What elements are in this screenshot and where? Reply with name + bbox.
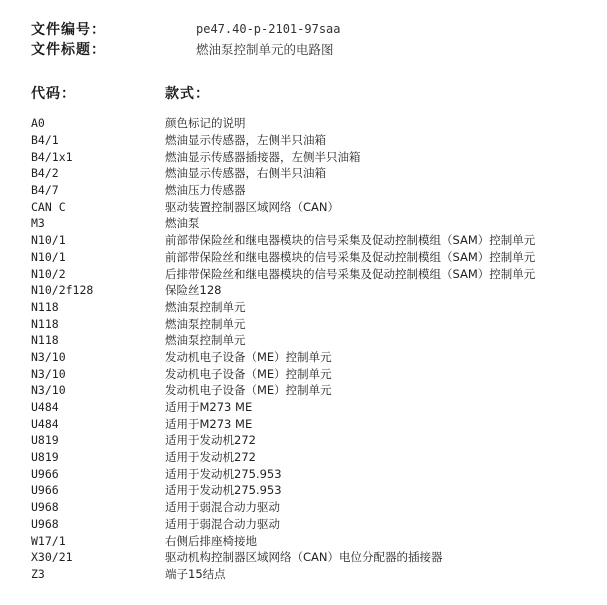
component-code: B4/1x1 xyxy=(31,149,73,164)
list-item xyxy=(31,449,601,466)
component-description: 适用于M273 ME xyxy=(165,416,253,431)
list-item xyxy=(31,232,601,249)
component-code: B4/2 xyxy=(31,166,59,181)
component-code: M3 xyxy=(31,216,45,231)
list-item xyxy=(31,415,601,432)
doc-number-value: pe47.40-p-2101-97saa xyxy=(196,22,341,36)
list-item xyxy=(31,516,601,533)
component-description: 适用于发动机272 xyxy=(165,433,256,448)
list-item xyxy=(31,132,601,149)
list-item xyxy=(31,432,601,449)
component-description: 适用于发动机272 xyxy=(165,450,256,465)
doc-title-label: 文件标题： xyxy=(31,42,106,58)
component-description: 发动机电子设备（ME）控制单元 xyxy=(165,366,332,381)
column-headers xyxy=(31,84,210,102)
component-code: N10/2 xyxy=(31,266,66,281)
component-list xyxy=(31,115,601,582)
component-code: U966 xyxy=(31,466,59,481)
component-description: 燃油泵控制单元 xyxy=(165,316,246,331)
component-description: 端子15结点 xyxy=(165,566,226,581)
list-item xyxy=(31,465,601,482)
component-code: N10/1 xyxy=(31,249,66,264)
list-item xyxy=(31,382,601,399)
list-item xyxy=(31,399,601,416)
list-item xyxy=(31,532,601,549)
doc-title-row xyxy=(31,40,334,58)
doc-number-row xyxy=(31,20,341,38)
list-item xyxy=(31,365,601,382)
doc-title-value: 燃油泵控制单元的电路图 xyxy=(196,42,334,57)
component-code: U484 xyxy=(31,400,59,415)
component-description: 发动机电子设备（ME）控制单元 xyxy=(165,349,332,364)
style-header: 款式： xyxy=(165,86,210,102)
list-item xyxy=(31,165,601,182)
doc-number-label: 文件编号： xyxy=(31,22,106,38)
component-description: 燃油显示传感器插接器，左侧半只油箱 xyxy=(165,149,361,164)
component-description: 适用于M273 ME xyxy=(165,400,253,415)
component-code: N10/1 xyxy=(31,233,66,248)
list-item xyxy=(31,482,601,499)
component-description: 驱动装置控制器区域网络（CAN） xyxy=(165,199,339,214)
list-item xyxy=(31,265,601,282)
list-item xyxy=(31,499,601,516)
component-description: 适用于发动机275.953 xyxy=(165,483,282,498)
component-description: 燃油泵 xyxy=(165,216,200,231)
component-description: 右侧后排座椅接地 xyxy=(165,533,257,548)
component-description: 驱动机构控制器区域网络（CAN）电位分配器的插接器 xyxy=(165,550,443,565)
component-code: N118 xyxy=(31,333,59,348)
list-item xyxy=(31,549,601,566)
component-description: 燃油显示传感器，左侧半只油箱 xyxy=(165,133,326,148)
component-code: B4/7 xyxy=(31,183,59,198)
component-description: 适用于发动机275.953 xyxy=(165,466,282,481)
component-description: 适用于弱混合动力驱动 xyxy=(165,500,280,515)
list-item xyxy=(31,249,601,266)
component-code: U819 xyxy=(31,450,59,465)
component-code: N3/10 xyxy=(31,383,66,398)
list-item xyxy=(31,332,601,349)
component-description: 颜色标记的说明 xyxy=(165,116,246,131)
list-item xyxy=(31,566,601,583)
component-description: 前部带保险丝和继电器模块的信号采集及促动控制模组（SAM）控制单元 xyxy=(165,249,536,264)
component-description: 燃油压力传感器 xyxy=(165,183,246,198)
list-item xyxy=(31,148,601,165)
component-code: U968 xyxy=(31,516,59,531)
list-item xyxy=(31,182,601,199)
component-code: U484 xyxy=(31,416,59,431)
component-code: N3/10 xyxy=(31,349,66,364)
component-description: 保险丝128 xyxy=(165,283,222,298)
component-code: Z3 xyxy=(31,566,45,581)
component-description: 燃油显示传感器，右侧半只油箱 xyxy=(165,166,326,181)
list-item xyxy=(31,299,601,316)
component-description: 燃油泵控制单元 xyxy=(165,299,246,314)
component-description: 燃油泵控制单元 xyxy=(165,333,246,348)
list-item xyxy=(31,282,601,299)
component-description: 适用于弱混合动力驱动 xyxy=(165,516,280,531)
component-code: N10/2f128 xyxy=(31,283,94,298)
list-item xyxy=(31,349,601,366)
list-item xyxy=(31,198,601,215)
list-item xyxy=(31,115,601,132)
component-code: U968 xyxy=(31,500,59,515)
component-code: U819 xyxy=(31,433,59,448)
list-item xyxy=(31,315,601,332)
component-code: CAN C xyxy=(31,199,66,214)
component-code: N3/10 xyxy=(31,366,66,381)
component-description: 发动机电子设备（ME）控制单元 xyxy=(165,383,332,398)
component-code: B4/1 xyxy=(31,133,59,148)
component-code: N118 xyxy=(31,316,59,331)
component-code: A0 xyxy=(31,116,45,131)
list-item xyxy=(31,215,601,232)
component-description: 后排带保险丝和继电器模块的信号采集及促动控制模组（SAM）控制单元 xyxy=(165,266,536,281)
component-code: U966 xyxy=(31,483,59,498)
component-code: W17/1 xyxy=(31,533,66,548)
component-code: N118 xyxy=(31,299,59,314)
component-code: X30/21 xyxy=(31,550,73,565)
code-header: 代码： xyxy=(31,86,76,102)
component-description: 前部带保险丝和继电器模块的信号采集及促动控制模组（SAM）控制单元 xyxy=(165,233,536,248)
